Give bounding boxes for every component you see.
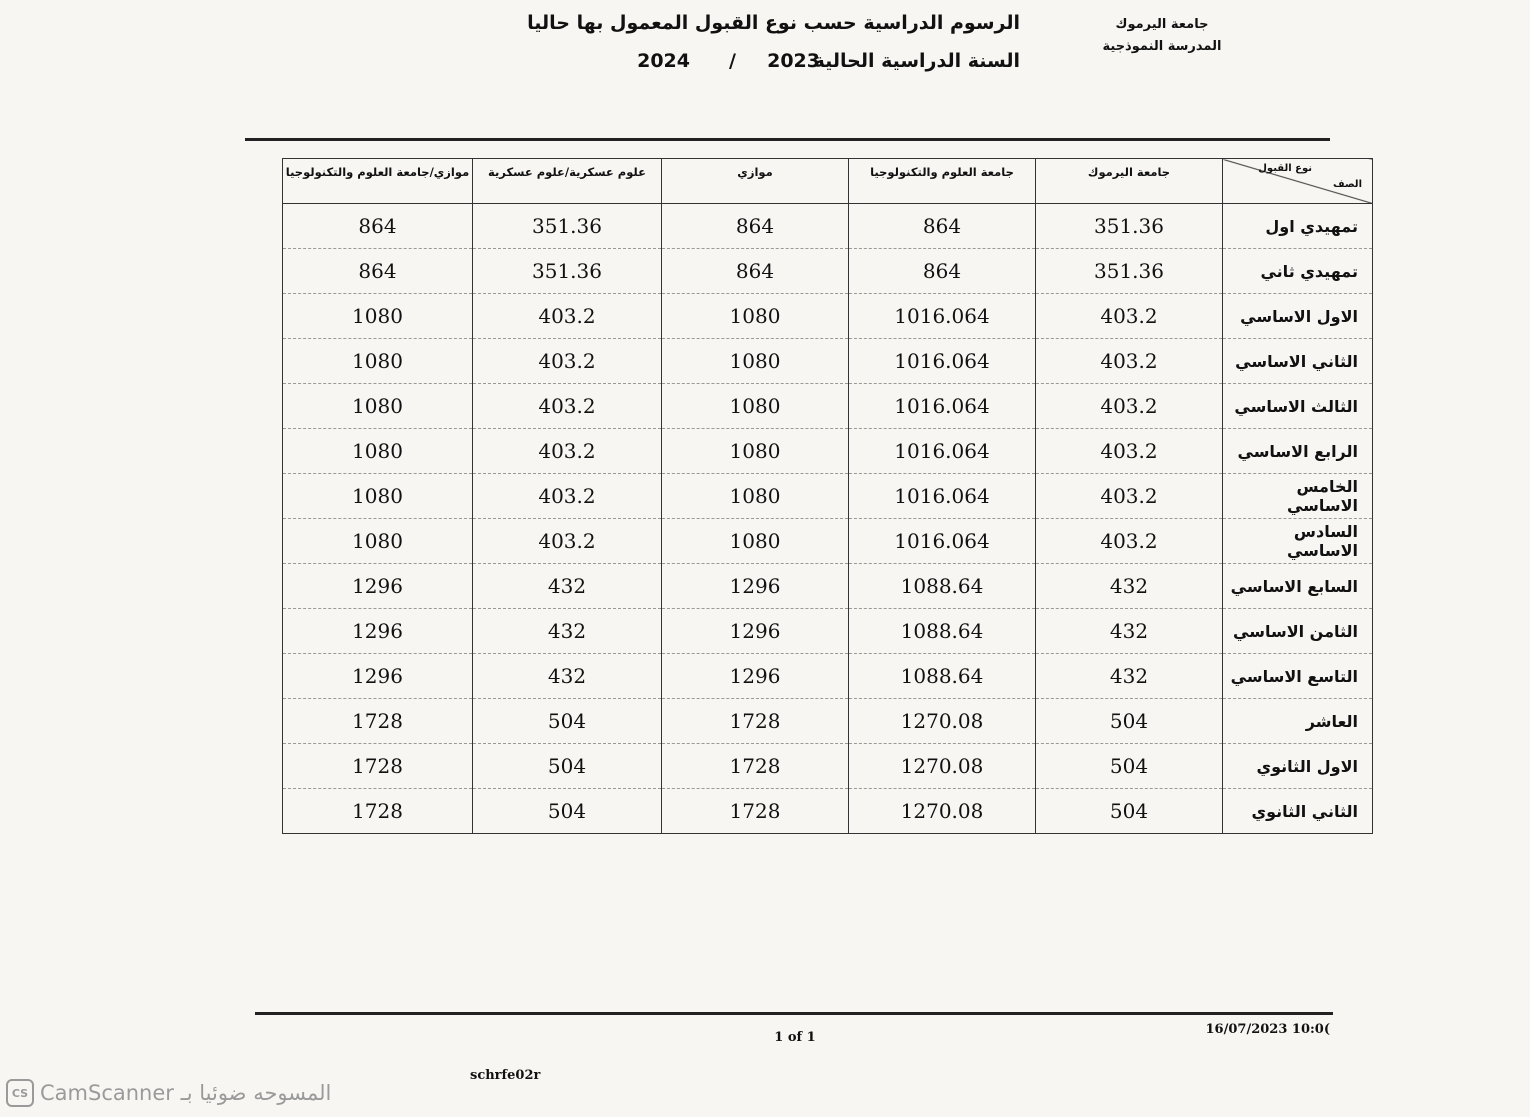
grade-cell: الثاني الاساسي: [1223, 339, 1373, 384]
grade-cell: الثالث الاساسي: [1223, 384, 1373, 429]
fee-cell: 1080: [283, 519, 473, 564]
fee-cell: 1088.64: [849, 654, 1036, 699]
fee-cell: 403.2: [473, 474, 662, 519]
fee-cell: 1080: [662, 429, 849, 474]
column-header-just: جامعة العلوم والتكنولوجيا: [849, 159, 1036, 204]
fee-cell: 351.36: [1036, 204, 1223, 249]
table-row: [283, 384, 1373, 429]
fee-cell: 1080: [662, 474, 849, 519]
fee-cell: 403.2: [1036, 384, 1223, 429]
fee-cell: 403.2: [1036, 519, 1223, 564]
table-row: [283, 654, 1373, 699]
fee-cell: 1270.08: [849, 744, 1036, 789]
fee-cell: 1296: [283, 609, 473, 654]
fee-cell: 1270.08: [849, 699, 1036, 744]
fee-cell: 864: [283, 249, 473, 294]
fee-cell: 1080: [662, 384, 849, 429]
fee-cell: 504: [473, 789, 662, 834]
print-datetime: 16/07/2023 10:0(: [1205, 1022, 1330, 1037]
fee-cell: 1728: [662, 789, 849, 834]
header-corner-cell: [1223, 159, 1373, 204]
fee-cell: 1016.064: [849, 339, 1036, 384]
fee-cell: 403.2: [473, 384, 662, 429]
table-row: [283, 519, 1373, 564]
fee-cell: 864: [849, 204, 1036, 249]
grade-cell: السادس الاساسي: [1223, 519, 1373, 564]
grade-cell: الثاني الثانوي: [1223, 789, 1373, 834]
column-header-parallel-just: موازي/جامعة العلوم والتكنولوجيا: [283, 159, 473, 204]
camscanner-logo-icon: CS: [6, 1079, 34, 1107]
fee-cell: 403.2: [1036, 474, 1223, 519]
institution-block: [1052, 14, 1272, 58]
grade-cell: السابع الاساسي: [1223, 564, 1373, 609]
fee-cell: 1016.064: [849, 429, 1036, 474]
fee-cell: 351.36: [473, 204, 662, 249]
fee-cell: 1728: [283, 699, 473, 744]
fee-cell: 1088.64: [849, 609, 1036, 654]
grade-cell: التاسع الاساسي: [1223, 654, 1373, 699]
fee-cell: 864: [662, 249, 849, 294]
fee-cell: 504: [1036, 744, 1223, 789]
fee-cell: 403.2: [473, 519, 662, 564]
top-divider: [245, 138, 1330, 141]
fee-cell: 1016.064: [849, 294, 1036, 339]
fee-cell: 1270.08: [849, 789, 1036, 834]
school-name: المدرسة النموذجية: [1102, 39, 1222, 54]
fee-cell: 1080: [283, 294, 473, 339]
fee-cell: 403.2: [1036, 294, 1223, 339]
fee-cell: 432: [1036, 564, 1223, 609]
page-indicator: 1 of 1: [774, 1030, 816, 1045]
fee-cell: 504: [1036, 789, 1223, 834]
fee-cell: 403.2: [473, 429, 662, 474]
table-row: [283, 744, 1373, 789]
year-separator: /: [729, 50, 736, 72]
fee-cell: 432: [473, 609, 662, 654]
year-start: 2023: [767, 50, 820, 72]
table-row: [283, 429, 1373, 474]
fee-cell: 1016.064: [849, 474, 1036, 519]
column-header-military: علوم عسكرية/علوم عسكرية: [473, 159, 662, 204]
fee-cell: 1728: [662, 699, 849, 744]
fee-cell: 1728: [283, 789, 473, 834]
report-code: schrfe02r: [470, 1068, 541, 1083]
fee-cell: 504: [473, 744, 662, 789]
fee-cell: 403.2: [1036, 339, 1223, 384]
fee-cell: 1088.64: [849, 564, 1036, 609]
corner-admission-type: نوع القبول: [1258, 163, 1312, 174]
table-row: [283, 339, 1373, 384]
fee-cell: 1080: [662, 294, 849, 339]
fee-cell: 1016.064: [849, 519, 1036, 564]
fee-cell: 403.2: [473, 339, 662, 384]
year-end: 2024: [637, 50, 690, 72]
table-row: [283, 249, 1373, 294]
bottom-divider: [255, 1012, 1333, 1015]
fees-table: [282, 158, 1373, 834]
fee-cell: 403.2: [1036, 429, 1223, 474]
grade-cell: تمهيدي اول: [1223, 204, 1373, 249]
column-header-yarmouk: جامعة اليرموك: [1036, 159, 1223, 204]
table-row: [283, 699, 1373, 744]
fee-cell: 1296: [283, 564, 473, 609]
table-header-row: [283, 159, 1373, 204]
table-row: [283, 204, 1373, 249]
fee-cell: 432: [473, 564, 662, 609]
fee-cell: 864: [662, 204, 849, 249]
fee-cell: 351.36: [473, 249, 662, 294]
fee-cell: 504: [473, 699, 662, 744]
fee-cell: 1080: [662, 339, 849, 384]
fee-cell: 403.2: [473, 294, 662, 339]
grade-cell: العاشر: [1223, 699, 1373, 744]
table-row: [283, 474, 1373, 519]
camscanner-text: المسوحه ضوئيا بـ CamScanner: [40, 1081, 332, 1105]
fee-cell: 432: [473, 654, 662, 699]
fee-cell: 864: [849, 249, 1036, 294]
fee-cell: 1728: [662, 744, 849, 789]
fee-cell: 1728: [283, 744, 473, 789]
academic-year-label: السنة الدراسية الحالية: [813, 50, 1020, 72]
column-header-parallel: موازي: [662, 159, 849, 204]
fee-cell: 864: [283, 204, 473, 249]
fee-cell: 1080: [662, 519, 849, 564]
fee-cell: 1080: [283, 474, 473, 519]
academic-year-line: [600, 50, 1020, 80]
fee-cell: 432: [1036, 609, 1223, 654]
table-row: [283, 564, 1373, 609]
fee-cell: 1296: [283, 654, 473, 699]
table-row: [283, 294, 1373, 339]
table-row: [283, 609, 1373, 654]
grade-cell: الاول الثانوي: [1223, 744, 1373, 789]
grade-cell: الرابع الاساسي: [1223, 429, 1373, 474]
fee-cell: 1016.064: [849, 384, 1036, 429]
fee-cell: 504: [1036, 699, 1223, 744]
grade-cell: الخامس الاساسي: [1223, 474, 1373, 519]
document-title: الرسوم الدراسية حسب نوع القبول المعمول بها حاليا: [527, 12, 1020, 34]
camscanner-watermark: [6, 1078, 331, 1108]
grade-cell: تمهيدي ثاني: [1223, 249, 1373, 294]
fee-cell: 1080: [283, 429, 473, 474]
fee-cell: 1296: [662, 654, 849, 699]
corner-grade: الصف: [1333, 179, 1362, 190]
fee-cell: 1296: [662, 564, 849, 609]
grade-cell: الاول الاساسي: [1223, 294, 1373, 339]
fee-cell: 1080: [283, 384, 473, 429]
table-row: [283, 789, 1373, 834]
fee-cell: 432: [1036, 654, 1223, 699]
fee-cell: 1296: [662, 609, 849, 654]
institution-name: جامعة اليرموك: [1115, 17, 1209, 32]
fee-cell: 351.36: [1036, 249, 1223, 294]
fee-cell: 1080: [283, 339, 473, 384]
grade-cell: الثامن الاساسي: [1223, 609, 1373, 654]
